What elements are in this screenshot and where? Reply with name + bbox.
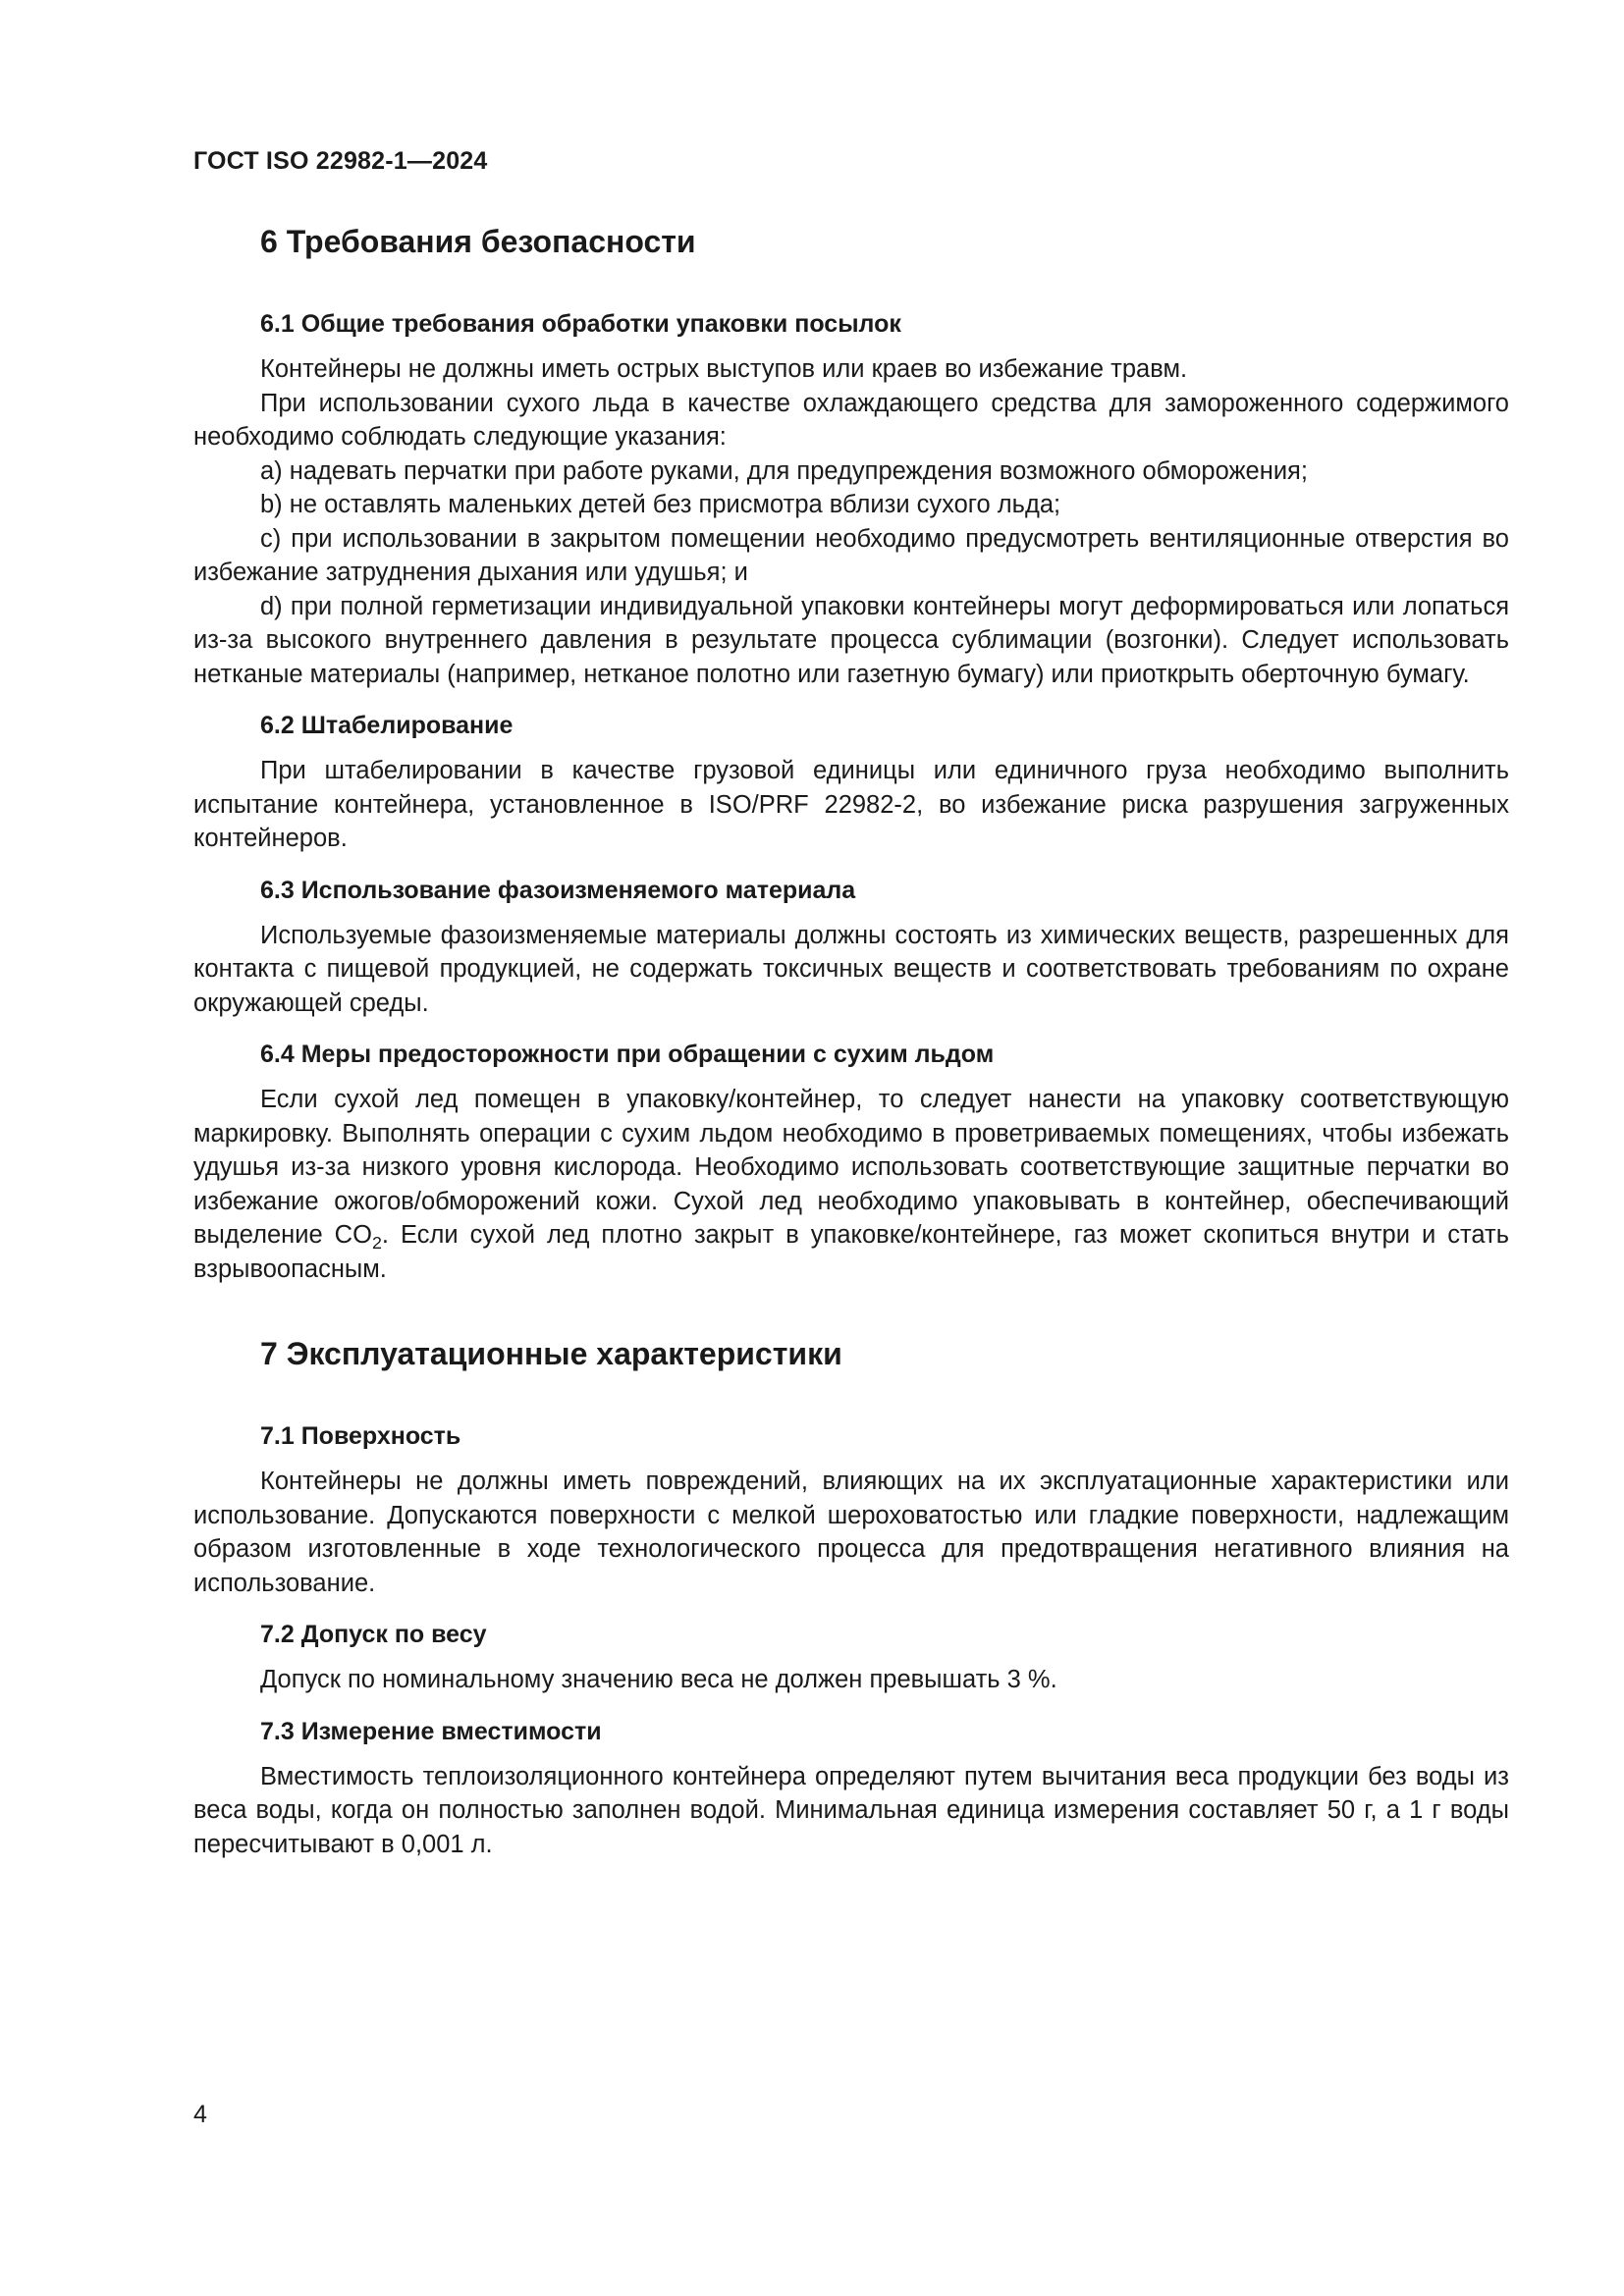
paragraph: [193, 1083, 1509, 1286]
paragraph: Вместимость теплоизоляционного контейнера определяют путем вычитания веса продукции без воды из веса воды, когда он полностью заполнен водой. Минимальная единица измерения составляет 50 г, а 1 г воды пересчитывают в 0,001 л.: [193, 1762, 1509, 1858]
list-item-d: d) при полной герметизации индивидуальной упаковки контейнеры могут деформироваться или лопаться из-за высокого внутреннего давления в результате процесса сублимации (возгонки). Следует использовать нетканые материалы (например, нетканое полотно или газетную бумагу) или приоткрыть оберточную бумагу.: [193, 592, 1509, 688]
paragraph: При использовании сухого льда в качестве охлаждающего средства для замороженного содержимого необходимо соблюдать следующие указания:: [193, 389, 1509, 451]
document-header: ГОСТ ISO 22982-1—2024: [193, 147, 488, 175]
section-7-title: 7 Эксплуатационные характеристики: [260, 1336, 842, 1371]
paragraph-text: . Если сухой лед плотно закрыт в упаковке/контейнере, газ может скопиться внутри и стать взрывоопасным.: [193, 1221, 1509, 1283]
paragraph: Контейнеры не должны иметь острых выступов или краев во избежание травм.: [260, 355, 1188, 383]
subsection-7-3-title: 7.3 Измерение вместимости: [260, 1717, 602, 1745]
subsection-6-2-title: 6.2 Штабелирование: [260, 712, 514, 739]
subsection-7-2-title: 7.2 Допуск по весу: [260, 1621, 487, 1648]
paragraph: Используемые фазоизменяемые материалы должны состоять из химических веществ, разрешенных для контакта с пищевой продукцией, не содержать токсичных веществ и соответствовать требованиям по охране окружающей среды.: [193, 921, 1509, 1017]
page-number: 4: [193, 2101, 207, 2128]
subsection-6-3-title: 6.3 Использование фазоизменяемого материала: [260, 876, 856, 904]
subsection-6-1-title: 6.1 Общие требования обработки упаковки посылок: [260, 310, 901, 338]
section-6-title: 6 Требования безопасности: [260, 224, 696, 259]
paragraph: При штабелировании в качестве грузовой единицы или единичного груза необходимо выполнить испытание контейнера, установленное в ISO/PRF 22982-2, во избежание риска разрушения загруженных контейнеров.: [193, 757, 1509, 852]
paragraph: Контейнеры не должны иметь повреждений, влияющих на их эксплуатационные характеристики или использование. Допускаются поверхности с мелкой шероховатостью или гладкие поверхности, надлежащим образом изготовленные в ходе технологического процесса для предотвращения негативного влияния на использование.: [193, 1468, 1509, 1597]
subsection-7-1-title: 7.1 Поверхность: [260, 1422, 461, 1450]
subsection-6-4-title: 6.4 Меры предосторожности при обращении с сухим льдом: [260, 1041, 995, 1068]
subscript: 2: [371, 1233, 382, 1254]
list-item-b: b) не оставлять маленьких детей без присмотра вблизи сухого льда;: [260, 491, 1061, 518]
paragraph-text: Если сухой лед помещен в упаковку/контейнер, то следует нанести на упаковку соответствующую маркировку. Выполнять операции с сухим льдом необходимо в проветриваемых помещениях, чтобы избежать удушья из-за низкого уровня кислорода. Необходимо использовать соответствующие защитные перчатки во избежание ожогов/обморожений кожи. Сухой лед необходимо упаковывать в контейнер, обеспечивающий выделение CO: [193, 1086, 1509, 1249]
list-item-a: a) надевать перчатки при работе руками, для предупреждения возможного обморожения;: [260, 456, 1308, 485]
list-item-c: c) при использовании в закрытом помещении необходимо предусмотреть вентиляционные отверстия во избежание затруднения дыхания или удушья; и: [193, 524, 1509, 586]
paragraph: Допуск по номинальному значению веса не должен превышать 3 %.: [260, 1666, 1057, 1693]
document-body: [193, 221, 1509, 1861]
